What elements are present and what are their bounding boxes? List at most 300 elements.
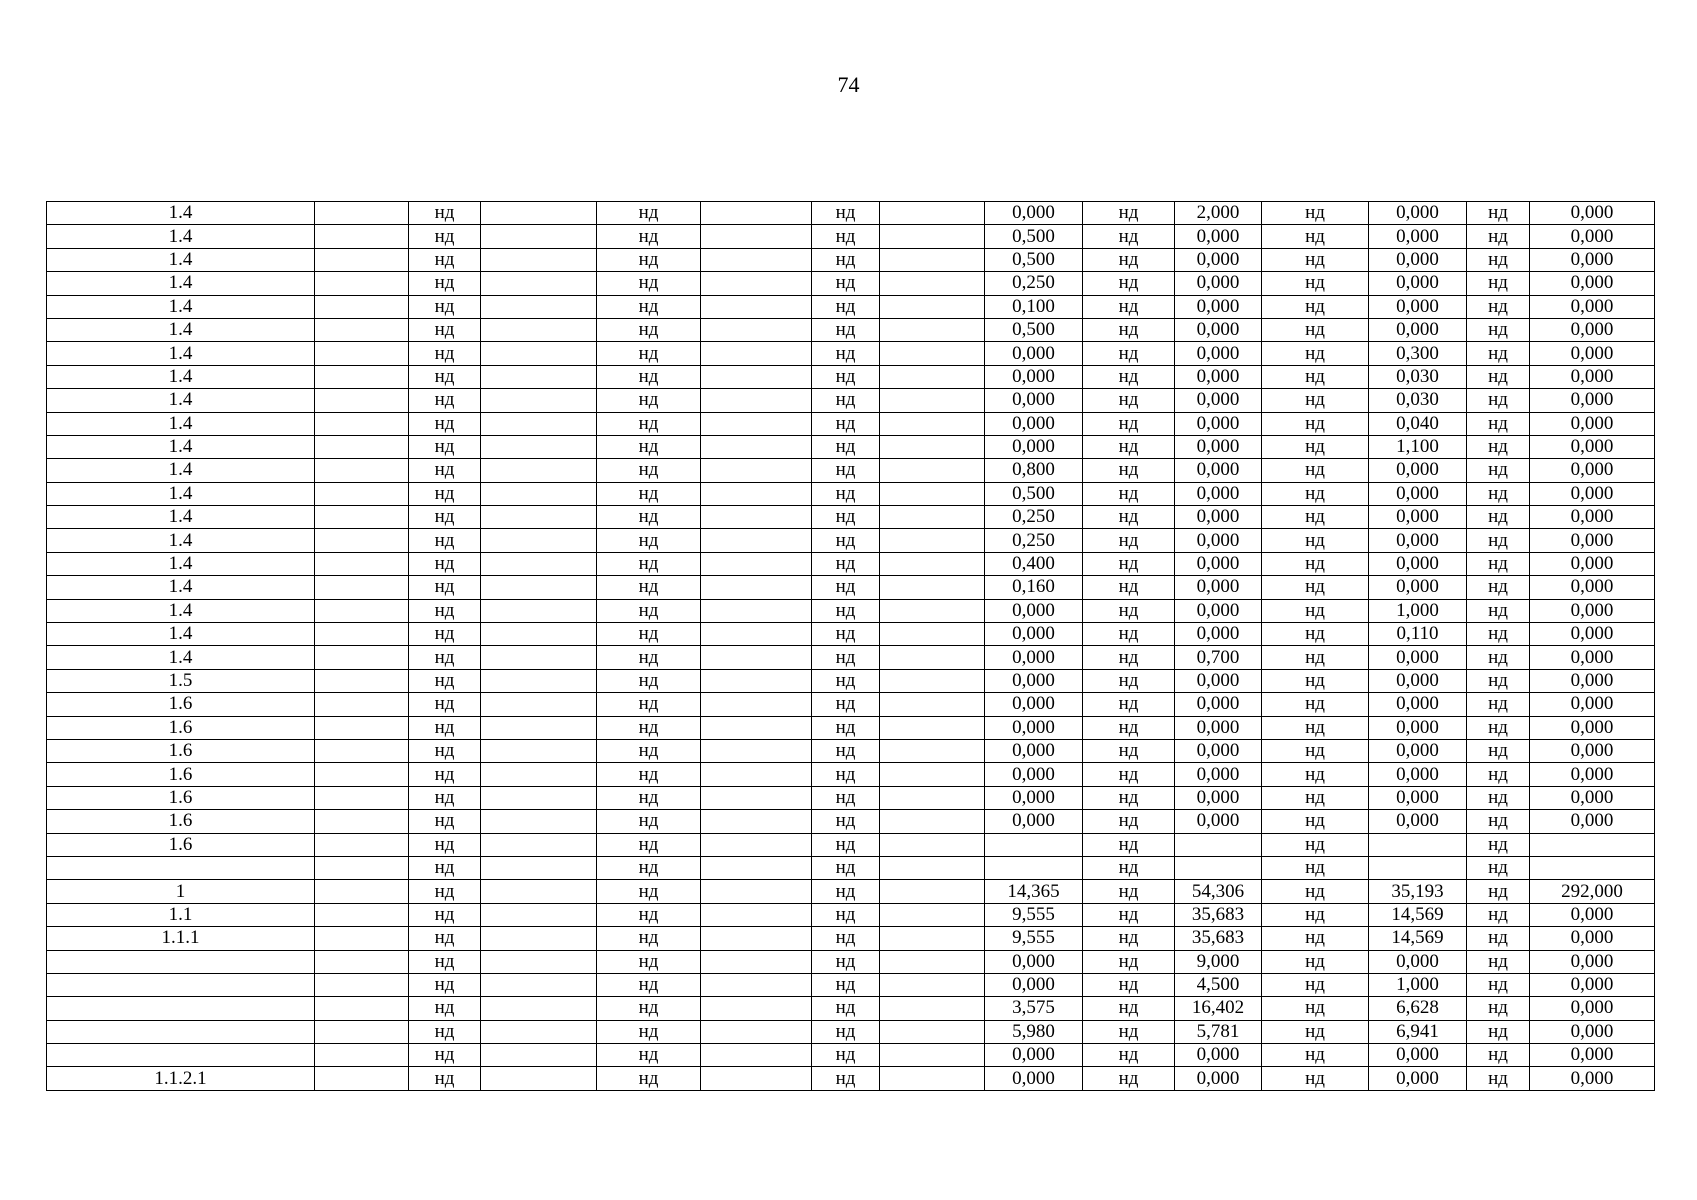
table-cell: нд (409, 435, 481, 458)
table-cell (481, 856, 597, 879)
table-cell (701, 248, 812, 271)
table-cell (481, 365, 597, 388)
table-cell: 1.4 (47, 482, 315, 505)
table-cell: 0,000 (1530, 950, 1655, 973)
table-cell: нд (1467, 412, 1530, 435)
table-cell: нд (409, 646, 481, 669)
table-cell: 0,000 (1175, 365, 1262, 388)
table-cell: нд (409, 412, 481, 435)
table-cell (315, 576, 409, 599)
table-cell: нд (1083, 576, 1175, 599)
table-cell: нд (1262, 739, 1369, 762)
table-row (47, 997, 1655, 1020)
table-cell (481, 973, 597, 996)
table-cell (880, 1020, 985, 1043)
table-cell (880, 225, 985, 248)
table-cell: нд (409, 927, 481, 950)
table-cell (315, 903, 409, 926)
table-cell: нд (812, 202, 880, 225)
table-cell: нд (812, 927, 880, 950)
table-cell: нд (597, 646, 701, 669)
table-cell: нд (812, 1067, 880, 1090)
table-row (47, 459, 1655, 482)
table-cell: 0,000 (1175, 669, 1262, 692)
table-cell: нд (1467, 529, 1530, 552)
page-number: 74 (837, 72, 860, 97)
table-cell (315, 833, 409, 856)
table-cell (315, 295, 409, 318)
table-cell: 0,000 (1175, 459, 1262, 482)
table-cell: 1.4 (47, 646, 315, 669)
table-cell (880, 318, 985, 341)
table-cell: нд (1083, 529, 1175, 552)
table-cell: нд (1262, 365, 1369, 388)
table-cell (701, 435, 812, 458)
table-body (47, 202, 1655, 1091)
table-cell: нд (409, 342, 481, 365)
table-cell: 0,000 (1530, 318, 1655, 341)
table-cell: нд (1467, 810, 1530, 833)
table-cell (701, 202, 812, 225)
table-row (47, 716, 1655, 739)
table-cell: 1.6 (47, 833, 315, 856)
table-cell: 1.4 (47, 599, 315, 622)
table-cell: нд (1262, 272, 1369, 295)
table-cell: 1.4 (47, 295, 315, 318)
table-cell (481, 482, 597, 505)
table-cell: нд (1467, 389, 1530, 412)
table-cell: 1.4 (47, 272, 315, 295)
table-cell (880, 248, 985, 271)
table-cell (880, 435, 985, 458)
table-cell: нд (1083, 295, 1175, 318)
table-cell: 1.4 (47, 576, 315, 599)
table-cell: нд (597, 599, 701, 622)
table-row (47, 786, 1655, 809)
table-cell: нд (597, 342, 701, 365)
table-cell (701, 1020, 812, 1043)
table-cell: нд (1262, 880, 1369, 903)
table-cell: нд (409, 599, 481, 622)
table-cell (880, 1067, 985, 1090)
table-cell: 0,000 (1369, 225, 1467, 248)
table-cell: нд (409, 880, 481, 903)
table-cell: нд (1262, 248, 1369, 271)
table-row (47, 903, 1655, 926)
table-row (47, 1020, 1655, 1043)
table-cell: 14,569 (1369, 903, 1467, 926)
table-cell: нд (409, 997, 481, 1020)
table-cell: нд (1467, 272, 1530, 295)
table-cell (880, 903, 985, 926)
table-cell (701, 856, 812, 879)
table-cell: нд (597, 693, 701, 716)
table-cell: 0,000 (1369, 646, 1467, 669)
table-cell (880, 459, 985, 482)
table-cell: нд (1083, 973, 1175, 996)
table-cell (701, 693, 812, 716)
table-cell (481, 576, 597, 599)
table-cell: нд (409, 389, 481, 412)
table-cell: нд (1262, 646, 1369, 669)
table-row (47, 1067, 1655, 1090)
table-cell: 0,000 (1530, 389, 1655, 412)
table-cell (880, 763, 985, 786)
table-cell (880, 389, 985, 412)
table-cell (880, 1044, 985, 1067)
table-cell: нд (1467, 903, 1530, 926)
table-cell (701, 506, 812, 529)
table-cell (315, 318, 409, 341)
table-cell: нд (1083, 833, 1175, 856)
table-cell: 0,000 (1175, 295, 1262, 318)
table-cell: 1.4 (47, 412, 315, 435)
table-row (47, 623, 1655, 646)
table-cell: 0,100 (985, 295, 1083, 318)
table-cell: нд (1467, 786, 1530, 809)
table-cell (701, 950, 812, 973)
table-cell: нд (409, 529, 481, 552)
table-cell: 0,000 (1369, 202, 1467, 225)
table-cell: 0,000 (985, 716, 1083, 739)
table-cell: 0,000 (1175, 389, 1262, 412)
table-cell: 0,000 (1530, 529, 1655, 552)
table-row (47, 973, 1655, 996)
table-cell: 0,000 (1530, 599, 1655, 622)
table-cell (701, 599, 812, 622)
table-row (47, 763, 1655, 786)
table-cell (701, 1044, 812, 1067)
table-cell: 1.6 (47, 693, 315, 716)
table-cell: нд (1083, 669, 1175, 692)
table-cell: нд (1262, 552, 1369, 575)
table-cell (701, 973, 812, 996)
table-cell: нд (812, 389, 880, 412)
table-cell: нд (409, 716, 481, 739)
table-cell (481, 693, 597, 716)
table-cell: 0,000 (1530, 459, 1655, 482)
table-cell: нд (1467, 225, 1530, 248)
table-cell: нд (1467, 506, 1530, 529)
table-cell: нд (1083, 693, 1175, 716)
table-cell: 6,941 (1369, 1020, 1467, 1043)
table-cell (481, 739, 597, 762)
table-cell: нд (1467, 202, 1530, 225)
table-cell: 0,000 (985, 202, 1083, 225)
table-cell: нд (1262, 903, 1369, 926)
table-cell (880, 623, 985, 646)
table-cell: 0,000 (1530, 1020, 1655, 1043)
table-cell: нд (409, 506, 481, 529)
table-cell: 0,000 (1530, 973, 1655, 996)
table-cell: 0,000 (1369, 810, 1467, 833)
table-cell: 1,100 (1369, 435, 1467, 458)
table-cell: 0,000 (985, 669, 1083, 692)
table-cell (315, 1067, 409, 1090)
table-cell (481, 1020, 597, 1043)
table-cell: 0,000 (1369, 295, 1467, 318)
table-cell: 0,000 (985, 389, 1083, 412)
table-cell: 0,000 (1175, 810, 1262, 833)
table-cell: нд (597, 435, 701, 458)
table-cell: нд (1262, 927, 1369, 950)
table-cell: 1.4 (47, 552, 315, 575)
table-cell: 0,000 (1530, 693, 1655, 716)
table-cell: нд (812, 1044, 880, 1067)
table-cell: 0,000 (1530, 669, 1655, 692)
table-cell: 0,000 (1369, 950, 1467, 973)
table-cell: 9,000 (1175, 950, 1262, 973)
table-cell (481, 248, 597, 271)
table-cell: 0,000 (985, 786, 1083, 809)
table-cell (481, 950, 597, 973)
table-cell: 0,000 (1369, 272, 1467, 295)
table-cell: 54,306 (1175, 880, 1262, 903)
table-cell: 0,000 (1530, 739, 1655, 762)
table-cell: нд (1262, 342, 1369, 365)
table-cell: нд (1467, 342, 1530, 365)
table-cell: нд (1262, 435, 1369, 458)
table-cell (315, 716, 409, 739)
table-cell (481, 599, 597, 622)
table-cell: нд (1083, 202, 1175, 225)
table-cell: нд (1083, 1044, 1175, 1067)
table-cell: 0,000 (1175, 318, 1262, 341)
table-cell: нд (812, 225, 880, 248)
table-cell: нд (409, 763, 481, 786)
table-cell: 0,000 (1530, 412, 1655, 435)
table-cell: нд (597, 997, 701, 1020)
table-cell (315, 506, 409, 529)
table-cell: нд (597, 716, 701, 739)
table-cell: 0,000 (1530, 365, 1655, 388)
table-cell: нд (597, 552, 701, 575)
table-cell: 0,000 (1369, 1044, 1467, 1067)
table-cell: нд (409, 973, 481, 996)
table-cell: нд (409, 1044, 481, 1067)
table-cell: нд (409, 576, 481, 599)
table-cell: 0,000 (1530, 295, 1655, 318)
table-cell: нд (812, 693, 880, 716)
table-cell: 0,000 (1175, 739, 1262, 762)
table-cell (701, 810, 812, 833)
table-cell: нд (1262, 202, 1369, 225)
table-cell (315, 225, 409, 248)
table-cell: 0,160 (985, 576, 1083, 599)
table-cell (315, 739, 409, 762)
table-cell: нд (597, 786, 701, 809)
table-cell (481, 552, 597, 575)
table-cell: 0,000 (1530, 716, 1655, 739)
table-cell: нд (1262, 389, 1369, 412)
table-cell (701, 412, 812, 435)
table-cell (880, 482, 985, 505)
table-cell: нд (1467, 833, 1530, 856)
table-cell (1175, 856, 1262, 879)
table-cell: нд (409, 482, 481, 505)
table-cell: нд (812, 272, 880, 295)
table-cell: 0,000 (1369, 529, 1467, 552)
table-cell: 1.6 (47, 739, 315, 762)
table-cell: 1.4 (47, 202, 315, 225)
table-cell: нд (409, 669, 481, 692)
table-cell (315, 342, 409, 365)
table-cell (880, 856, 985, 879)
table-cell: нд (1083, 716, 1175, 739)
table-cell: нд (1467, 435, 1530, 458)
table-cell (315, 389, 409, 412)
table-cell: 0,030 (1369, 365, 1467, 388)
table-cell (1530, 833, 1655, 856)
table-cell: нд (812, 318, 880, 341)
table-cell: 1.4 (47, 529, 315, 552)
table-row (47, 295, 1655, 318)
table-cell: нд (597, 459, 701, 482)
table-cell (481, 529, 597, 552)
table-cell (701, 225, 812, 248)
table-cell (315, 482, 409, 505)
table-cell: нд (812, 997, 880, 1020)
table-cell: нд (597, 810, 701, 833)
table-cell (315, 950, 409, 973)
table-row (47, 342, 1655, 365)
table-cell: 0,000 (985, 646, 1083, 669)
table-cell: нд (597, 927, 701, 950)
table-cell: нд (1262, 810, 1369, 833)
table-cell: нд (1083, 225, 1175, 248)
table-row (47, 1044, 1655, 1067)
table-cell: нд (1467, 599, 1530, 622)
table-cell (701, 576, 812, 599)
table-cell: нд (812, 599, 880, 622)
table-cell: 0,000 (1369, 576, 1467, 599)
table-cell: нд (812, 810, 880, 833)
table-cell: 0,000 (1175, 342, 1262, 365)
table-cell (481, 810, 597, 833)
table-cell: нд (1467, 365, 1530, 388)
table-cell: нд (409, 950, 481, 973)
table-cell: 1.4 (47, 459, 315, 482)
table-cell: нд (597, 1067, 701, 1090)
table-row (47, 856, 1655, 879)
table-cell: нд (1467, 669, 1530, 692)
table-cell: 0,000 (1175, 576, 1262, 599)
table-cell: 0,000 (1530, 623, 1655, 646)
table-cell: 0,000 (1369, 552, 1467, 575)
table-cell: нд (597, 389, 701, 412)
table-cell: 0,000 (1530, 272, 1655, 295)
table-cell: нд (812, 623, 880, 646)
table-cell: нд (597, 973, 701, 996)
table-cell: нд (409, 623, 481, 646)
table-cell: нд (1467, 927, 1530, 950)
table-cell: 0,000 (1530, 435, 1655, 458)
table-cell (701, 1067, 812, 1090)
table-cell: 0,000 (985, 693, 1083, 716)
table-cell (481, 225, 597, 248)
table-cell: 0,000 (1530, 248, 1655, 271)
table-cell: 1 (47, 880, 315, 903)
table-cell: нд (1083, 342, 1175, 365)
table-cell: нд (1467, 459, 1530, 482)
table-row (47, 880, 1655, 903)
table-cell: нд (1262, 506, 1369, 529)
table-cell: нд (1467, 763, 1530, 786)
table-cell (315, 646, 409, 669)
table-cell (880, 365, 985, 388)
table-cell: 9,555 (985, 927, 1083, 950)
table-cell (701, 318, 812, 341)
table-cell (880, 716, 985, 739)
table-cell: 0,000 (1175, 529, 1262, 552)
table-cell (880, 739, 985, 762)
table-cell: нд (1083, 365, 1175, 388)
table-cell: 0,000 (1369, 1067, 1467, 1090)
table-cell: 0,000 (1530, 810, 1655, 833)
table-row (47, 202, 1655, 225)
table-cell (1530, 856, 1655, 879)
table-cell: нд (812, 482, 880, 505)
table-cell: нд (409, 202, 481, 225)
table-cell: нд (1262, 693, 1369, 716)
table-cell: нд (597, 880, 701, 903)
table-cell (481, 1044, 597, 1067)
table-cell: нд (1467, 1044, 1530, 1067)
table-cell (315, 880, 409, 903)
table-cell (315, 623, 409, 646)
table-cell (701, 389, 812, 412)
table-row (47, 272, 1655, 295)
table-cell: 0,000 (1175, 482, 1262, 505)
table-cell: нд (1467, 716, 1530, 739)
table-cell: 2,000 (1175, 202, 1262, 225)
table-cell: 1.1 (47, 903, 315, 926)
table-cell: нд (1467, 1067, 1530, 1090)
table-cell (701, 272, 812, 295)
table-cell: 0,000 (1175, 716, 1262, 739)
table-cell (315, 810, 409, 833)
table-cell: 0,000 (1369, 739, 1467, 762)
table-cell: 0,000 (1175, 599, 1262, 622)
table-cell: нд (1083, 599, 1175, 622)
table-cell: 1.4 (47, 623, 315, 646)
table-cell (47, 973, 315, 996)
table-row (47, 693, 1655, 716)
table-cell: нд (409, 552, 481, 575)
table-cell: нд (597, 576, 701, 599)
table-cell: 1.4 (47, 342, 315, 365)
table-cell: нд (1262, 599, 1369, 622)
table-cell (47, 1044, 315, 1067)
table-row (47, 435, 1655, 458)
table-cell: нд (1467, 248, 1530, 271)
table-cell: нд (409, 739, 481, 762)
table-cell: 0,000 (1530, 506, 1655, 529)
table-cell: нд (1467, 318, 1530, 341)
table-cell: 0,000 (985, 1044, 1083, 1067)
table-cell: нд (1467, 576, 1530, 599)
table-cell (47, 950, 315, 973)
table-cell: нд (597, 739, 701, 762)
table-cell (481, 786, 597, 809)
table-cell: 1.4 (47, 225, 315, 248)
table-cell: нд (1083, 248, 1175, 271)
table-cell: нд (597, 506, 701, 529)
table-cell (880, 833, 985, 856)
table-cell: нд (409, 693, 481, 716)
table-cell (701, 552, 812, 575)
table-cell (315, 599, 409, 622)
